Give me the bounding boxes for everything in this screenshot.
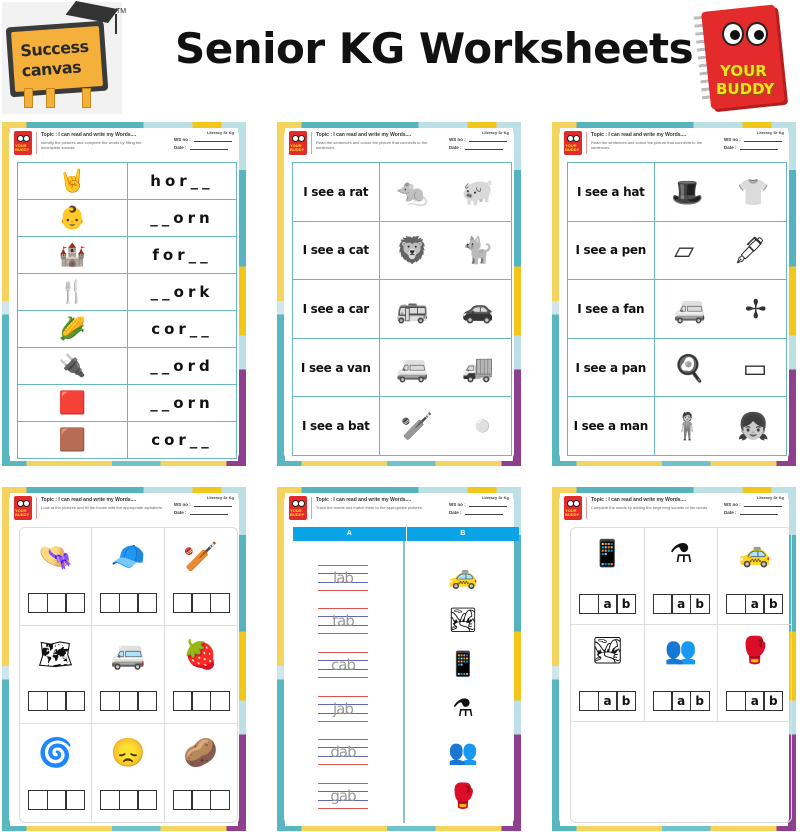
table-row: [18, 237, 237, 274]
ws-no-field: [724, 137, 782, 142]
incomplete-word: __orn: [150, 393, 214, 412]
subject-label: Literacy Sr Kg: [481, 495, 509, 500]
mascot-eye-icon: [722, 22, 744, 46]
date-field: [174, 510, 228, 515]
frame-border: [788, 122, 796, 466]
instruction-text: Identify the pictures and complete the words by filling the incomplete sounds.: [41, 140, 142, 150]
word-table: [17, 162, 237, 459]
ws-no-field: [174, 502, 232, 507]
topic-text: Topic : I can read and write my Words....: [316, 132, 412, 138]
people-talking-icon[interactable]: 👥: [448, 739, 478, 766]
sentence: I see a man: [568, 397, 655, 456]
page-title: Senior KG Worksheets: [175, 24, 694, 73]
worksheet-header: [560, 128, 788, 160]
table-row: [568, 163, 787, 222]
grid-cell: [718, 625, 791, 721]
column-a: [293, 541, 405, 823]
incomplete-word: cor__: [151, 319, 213, 338]
ws-no-label: WS no :: [449, 502, 466, 507]
blank-box[interactable]: [726, 691, 746, 711]
table-row: [18, 422, 237, 459]
date-label: Date :: [449, 510, 462, 515]
tablet-icon: 📱: [591, 538, 624, 568]
blank-box[interactable]: [653, 594, 673, 614]
logo-board: [6, 21, 109, 98]
mat-icon[interactable]: ▭: [742, 352, 768, 383]
grid-cell: [165, 626, 237, 724]
table-row: [293, 397, 512, 456]
graduation-cap-icon: [66, 1, 119, 23]
map-icon: 🗺: [37, 639, 74, 670]
incomplete-word: hor__: [150, 171, 214, 190]
tablet-icon[interactable]: 📱: [448, 651, 478, 678]
date-field: [724, 510, 778, 515]
sentence: I see a bat: [293, 397, 380, 456]
date-label: Date :: [724, 510, 737, 515]
ws-no-label: WS no :: [724, 502, 741, 507]
man-icon[interactable]: 🧍: [671, 411, 704, 442]
ws-no-label: WS no :: [174, 502, 191, 507]
van-icon[interactable]: 🚐: [396, 352, 429, 383]
letter-box: b: [690, 691, 710, 711]
ws-no-label: WS no :: [724, 137, 741, 142]
buddy-mini-text: YOUR BUDDY: [15, 508, 30, 517]
logo-leg: [82, 88, 91, 108]
taxi-icon[interactable]: 🚕: [448, 563, 478, 590]
fan-icon: 🌀: [38, 737, 74, 768]
table-row: [18, 311, 237, 348]
ws-no-field: [724, 502, 782, 507]
grid-cell: [92, 528, 164, 626]
ws-no-field: [449, 502, 507, 507]
cord-plug-icon: 🔌: [58, 353, 87, 378]
table-row: [568, 397, 787, 456]
table-row: [18, 200, 237, 237]
letter-box: b: [690, 594, 710, 614]
table-row: [18, 274, 237, 311]
divider: [586, 497, 587, 519]
sentence: I see a pan: [568, 338, 655, 397]
subject-label: Literacy Sr Kg: [481, 130, 509, 135]
grid-cell: [645, 528, 719, 624]
grid-cell: [165, 724, 237, 822]
buddy-mini-icon: [289, 131, 307, 155]
buddy-mini-icon: [14, 496, 32, 520]
grid-cell: [718, 528, 791, 624]
success-canvas-logo: [2, 2, 127, 114]
sentence: I see a rat: [293, 163, 380, 222]
table-row: [568, 280, 787, 339]
corn-icon: 🌽: [58, 316, 87, 341]
table-row: [568, 221, 787, 280]
cricket-bat-icon: 🏏: [183, 541, 219, 572]
grid-cell: [20, 528, 92, 626]
van-icon: 🚐: [110, 639, 146, 670]
sentence-table: [567, 162, 787, 456]
worksheet-header: [10, 493, 238, 525]
subject-label: Literacy Sr Kg: [206, 130, 234, 135]
sentence: I see a fan: [568, 280, 655, 339]
hat-icon[interactable]: 🎩: [671, 176, 704, 207]
cork-icon: 🟫: [58, 427, 87, 452]
divider: [36, 497, 37, 519]
buddy-mini-text: YOUR BUDDY: [565, 143, 580, 152]
cat-icon[interactable]: 🐈: [461, 235, 495, 266]
torn-paper-icon: 🟥: [58, 390, 87, 415]
sentence-table: [292, 162, 512, 456]
grid-cell: [645, 625, 719, 721]
van-icon[interactable]: 🚐: [673, 293, 707, 324]
subject-label: Literacy Sr Kg: [206, 495, 234, 500]
girl-icon[interactable]: 👧: [736, 411, 770, 442]
meadow-icon: 🏞: [590, 635, 624, 665]
sentence: I see a cat: [293, 221, 380, 280]
truck-icon[interactable]: 🚚: [461, 352, 495, 383]
instruction-text: Look at the pictures and fill the boxes with the appropriate alphabets.: [41, 505, 163, 510]
blank-box[interactable]: [726, 594, 746, 614]
table-row: [18, 385, 237, 422]
ws-no-field: [449, 137, 507, 142]
trademark: TM: [116, 8, 127, 15]
people-talking-icon: 👥: [664, 635, 698, 665]
worksheet-6[interactable]: [552, 487, 796, 831]
frame-border: [2, 826, 246, 831]
grid-cell: [20, 626, 92, 724]
meadow-icon[interactable]: 🏞: [447, 607, 479, 634]
sad-face-icon: 😞: [110, 737, 146, 768]
frame-border: [552, 826, 796, 831]
table-row: [18, 163, 237, 200]
table-row: [293, 221, 512, 280]
topic-text: Topic : I can read and write my Words....: [591, 497, 687, 503]
subject-label: Literacy Sr Kg: [756, 130, 784, 135]
rat-icon[interactable]: 🐀: [396, 176, 429, 207]
trace-word-text: jab: [333, 700, 353, 718]
letter-boxes[interactable]: [579, 691, 635, 711]
trace-word-text: gab: [330, 787, 356, 805]
date-label: Date :: [449, 145, 462, 150]
letter-box: b: [616, 691, 636, 711]
frame-border: [2, 461, 246, 466]
incomplete-word: for__: [152, 245, 212, 264]
logo-text-line2: canvas: [21, 57, 82, 81]
picture-grid: [570, 527, 792, 823]
date-label: Date :: [724, 145, 737, 150]
letter-boxes[interactable]: [726, 691, 782, 711]
fork-icon: 🍴: [58, 279, 87, 304]
worksheet-header: [10, 128, 238, 160]
letter-box: a: [745, 594, 765, 614]
bus-icon[interactable]: 🚌: [396, 293, 429, 324]
letter-boxes[interactable]: [726, 594, 782, 614]
match-header: [293, 527, 519, 541]
grid-cell: [92, 626, 164, 724]
letter-boxes[interactable]: [173, 593, 229, 613]
worksheet-header: [285, 128, 513, 160]
date-label: Date :: [174, 510, 187, 515]
pig-icon[interactable]: 🐖: [461, 176, 495, 207]
blank-box[interactable]: [579, 594, 599, 614]
buddy-mini-text: YOUR BUDDY: [290, 143, 305, 152]
letter-box: a: [745, 691, 765, 711]
nuts-icon: 🥔: [183, 737, 219, 768]
subject-label: Literacy Sr Kg: [756, 495, 784, 500]
your-buddy-logo: [698, 4, 788, 112]
buddy-mini-text: YOUR BUDDY: [290, 508, 305, 517]
letter-box: b: [763, 594, 783, 614]
car-icon[interactable]: 🚗: [461, 293, 495, 324]
blank-box[interactable]: [653, 691, 673, 711]
letter-boxes[interactable]: [579, 594, 635, 614]
letter-boxes[interactable]: [100, 593, 156, 613]
picture-grid: [19, 527, 238, 823]
ws-no-label: WS no :: [174, 137, 191, 142]
incomplete-word: cor__: [151, 430, 213, 449]
logo-text-line1: Success: [19, 36, 90, 61]
table-row: [568, 338, 787, 397]
grid-row: [571, 528, 791, 625]
worksheet-1[interactable]: [2, 122, 246, 466]
date-field: [449, 510, 503, 515]
sentence: I see a car: [293, 280, 380, 339]
trace-word[interactable]: [318, 696, 368, 722]
table-row: [293, 280, 512, 339]
grid-cell: [165, 528, 237, 626]
grid-row: [571, 625, 791, 722]
buddy-mini-icon: [289, 496, 307, 520]
logo-text-buddy: BUDDY: [716, 80, 775, 98]
topic-text: Topic : I can read and write my Words....: [316, 497, 412, 503]
letter-boxes[interactable]: [28, 691, 84, 711]
jam-jar-icon: 🍓: [183, 639, 219, 670]
match-table: [293, 527, 519, 823]
frame-border: [277, 461, 521, 466]
worksheet-3[interactable]: [552, 122, 796, 466]
hat-icon: 👒: [38, 541, 74, 572]
sentence: I see a hat: [568, 163, 655, 222]
grid-cell: [92, 724, 164, 822]
trace-word[interactable]: [318, 739, 368, 765]
trace-word[interactable]: [318, 652, 368, 678]
lion-icon[interactable]: 🦁: [396, 235, 429, 266]
frame-border: [238, 487, 246, 831]
trace-word[interactable]: [318, 565, 368, 591]
cricket-bat-icon[interactable]: 🏏: [400, 411, 433, 442]
horns-icon: 🤘: [58, 168, 87, 193]
divider: [36, 132, 37, 154]
letter-box: a: [671, 594, 691, 614]
frame-border: [513, 122, 521, 466]
tshirt-icon[interactable]: 👕: [736, 176, 770, 207]
trace-word-text: cab: [331, 656, 355, 674]
letter-box: a: [671, 691, 691, 711]
logo-leg: [24, 88, 33, 108]
letter-boxes[interactable]: [100, 790, 156, 810]
trace-word-text: lab: [333, 569, 353, 587]
letter-boxes[interactable]: [653, 691, 709, 711]
buddy-mini-icon: [564, 131, 582, 155]
ceiling-fan-icon[interactable]: ✢: [744, 293, 767, 324]
frame-border: [238, 122, 246, 466]
logo-leg: [46, 88, 55, 108]
boxer-punch-icon: 🥊: [738, 635, 771, 665]
letter-boxes[interactable]: [173, 691, 229, 711]
incomplete-word: __orn: [150, 208, 214, 227]
cap-icon: 🧢: [110, 541, 146, 572]
tassel-icon: [115, 14, 117, 34]
letter-boxes[interactable]: [100, 691, 156, 711]
frame-border: [552, 461, 796, 466]
pen-icon[interactable]: 🖋: [733, 235, 767, 266]
letter-boxes[interactable]: [173, 790, 229, 810]
lab-flasks-icon[interactable]: ⚗: [452, 695, 474, 722]
fort-icon: 🏰: [58, 242, 87, 267]
divider: [311, 497, 312, 519]
date-label: Date :: [174, 145, 187, 150]
incomplete-word: __ord: [150, 356, 214, 375]
trace-word[interactable]: [318, 608, 368, 634]
buddy-mini-icon: [14, 131, 32, 155]
baby-icon: 👶: [58, 205, 87, 230]
worksheet-header: [560, 493, 788, 525]
letter-boxes[interactable]: [28, 593, 84, 613]
buddy-mini-text: YOUR BUDDY: [15, 143, 30, 152]
topic-text: Topic : I can read and write my Words....: [41, 497, 137, 503]
letter-boxes[interactable]: [28, 790, 84, 810]
topic-text: Topic : I can read and write my Words....: [41, 132, 137, 138]
worksheet-2[interactable]: [277, 122, 521, 466]
worksheet-5[interactable]: [277, 487, 521, 831]
buddy-mini-icon: [564, 496, 582, 520]
sentence: I see a pen: [568, 221, 655, 280]
worksheet-header: [285, 493, 513, 525]
letter-box: a: [598, 691, 618, 711]
letter-boxes[interactable]: [653, 594, 709, 614]
topic-text: Topic : I can read and write my Words....: [591, 132, 687, 138]
worksheet-4[interactable]: [2, 487, 246, 831]
pan-icon[interactable]: 🍳: [673, 352, 706, 383]
instruction-text: Complete the words by adding the beginning sounds of the words.: [591, 505, 709, 510]
divider: [586, 132, 587, 154]
column-b: [407, 541, 519, 823]
grid-cell: [571, 625, 645, 721]
taxi-icon: 🚕: [738, 538, 771, 568]
column-a-header: A: [293, 527, 406, 541]
trace-word-text: dab: [330, 743, 356, 761]
divider: [311, 132, 312, 154]
ws-no-label: WS no :: [449, 137, 466, 142]
grid-cell: [571, 528, 645, 624]
date-field: [174, 145, 228, 150]
letter-box: b: [616, 594, 636, 614]
trace-word[interactable]: [318, 783, 368, 809]
ws-no-field: [174, 137, 232, 142]
instruction-text: Read the sentences and colour the picture that connects to the sentences.: [591, 140, 703, 150]
letter-box: a: [598, 594, 618, 614]
incomplete-word: __ork: [150, 282, 214, 301]
column-b-header: B: [407, 527, 520, 541]
sentence: I see a van: [293, 338, 380, 397]
lab-flasks-icon: ⚗: [669, 538, 693, 568]
date-field: [724, 145, 778, 150]
logo-text-your: YOUR: [720, 62, 767, 80]
date-field: [449, 145, 503, 150]
boxer-punch-icon[interactable]: 🥊: [448, 783, 478, 810]
table-row: [293, 338, 512, 397]
trace-word-text: tab: [332, 612, 354, 630]
grid-cell: [20, 724, 92, 822]
instruction-text: Read the sentences and colour the picture that connects to the sentences.: [316, 140, 428, 150]
table-row: [293, 163, 512, 222]
instruction-text: Trace the words and match them to the appropriate pictures.: [316, 505, 424, 510]
blank-box[interactable]: [579, 691, 599, 711]
buddy-mini-text: YOUR BUDDY: [565, 508, 580, 517]
letter-box: b: [763, 691, 783, 711]
eraser-icon[interactable]: ▱: [674, 235, 695, 266]
ball-icon[interactable]: ⚪: [475, 419, 490, 434]
table-row: [18, 348, 237, 385]
frame-border: [277, 826, 521, 831]
mascot-eye-icon: [746, 22, 768, 46]
